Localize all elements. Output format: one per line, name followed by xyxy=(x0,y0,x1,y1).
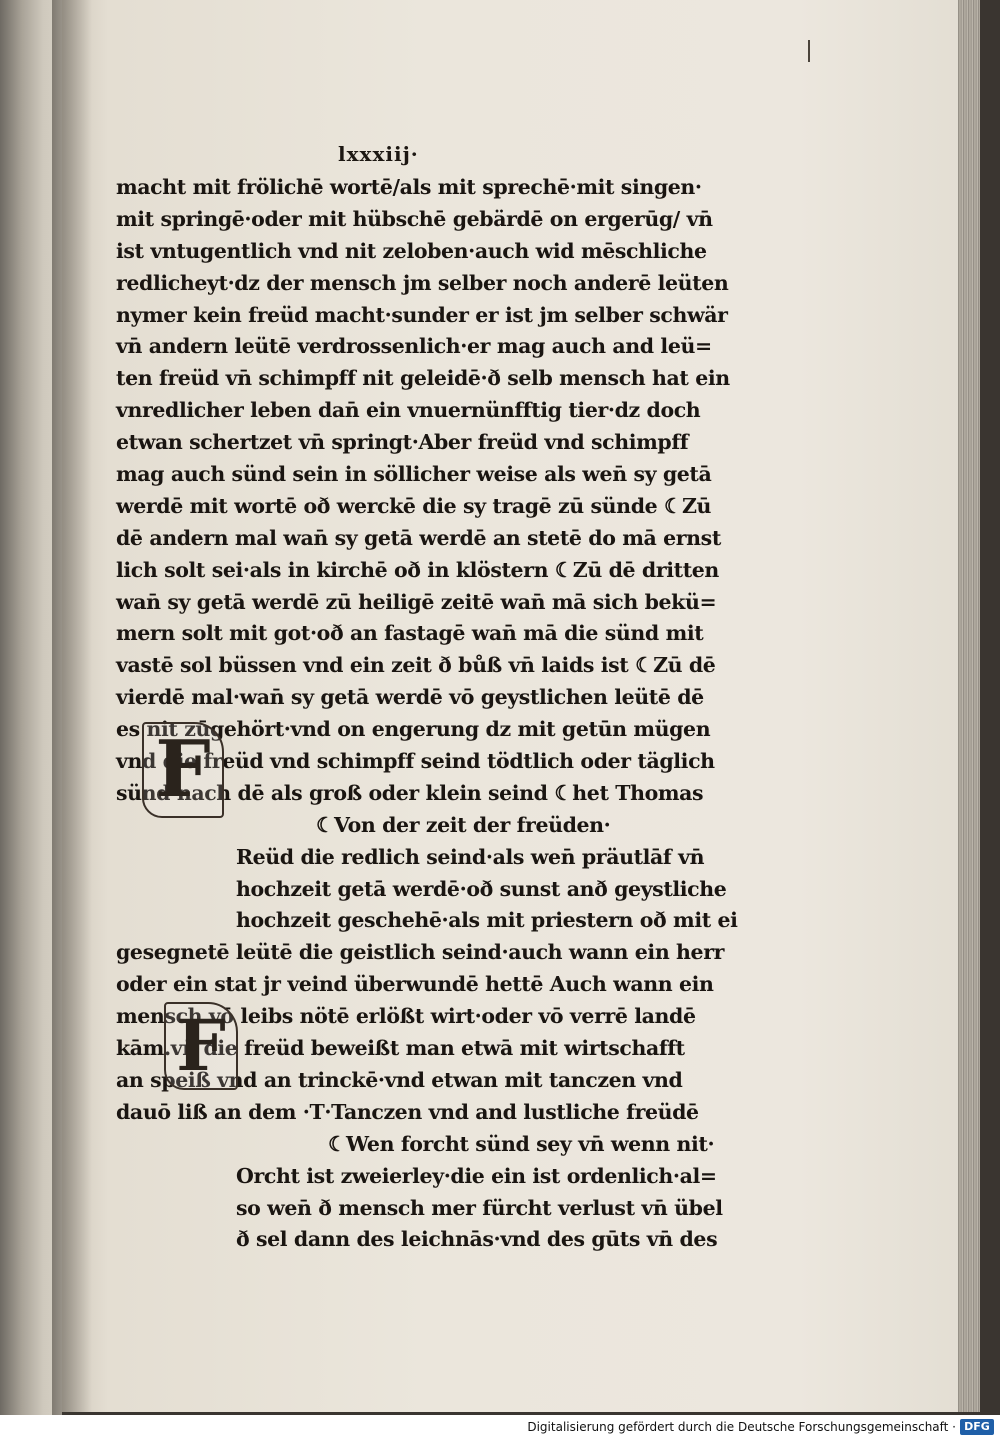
funding-credit: Digitalisierung gefördert durch die Deutsche Forschungsgemeinschaft · xyxy=(527,1420,956,1434)
page-fore-edge xyxy=(958,0,980,1412)
section-heading-2: ☾Wen forcht sünd sey vn̄ wenn nit· xyxy=(328,1131,715,1156)
text-line: ten freüd vn̄ schimpff nit geleidē·ð selb mensch hat ein xyxy=(116,366,730,391)
text-line: mensch vō leibs nötē erlößt wirt·oder vō verrē landē xyxy=(116,1004,696,1029)
text-line: wan̄ sy getā werdē zū heiligē zeitē wan̄ mā sich bekü= xyxy=(116,589,717,614)
decorated-initial-2: F xyxy=(164,1002,238,1090)
text-line: vierdē mal·wan̄ sy getā werdē vō geystlichen leütē dē xyxy=(116,685,704,710)
text-line: sünd nach dē als groß oder klein seind ☾het Thomas xyxy=(116,780,704,805)
text-line: hochzeit getā werdē·oð sunst anð geystliche xyxy=(236,876,727,901)
text-line: redlicheyt·dz der mensch jm selber noch anderē leüten xyxy=(116,270,729,295)
text-line: macht mit frölichē wortē/als mit sprechē·mit singen· xyxy=(116,175,702,199)
decorated-initial-1: F xyxy=(142,722,224,818)
text-line: gesegnetē leütē die geistlich seind·auch wann ein herr xyxy=(116,940,725,965)
text-line: Orcht ist zweierley·die ein ist ordenlich·al= xyxy=(236,1163,717,1188)
text-line: an speiß vnd an trinckē·vnd etwan mit tanczen vnd xyxy=(116,1067,683,1092)
text-line: mit springē·oder mit hübschē gebärdē on ergerūg/ vn̄ xyxy=(116,206,713,231)
text-line: ð sel dann des leichnās·vnd des gūts vn̄ des xyxy=(236,1227,718,1252)
footer-bar xyxy=(0,1415,1000,1440)
paragraph-3 xyxy=(116,1161,723,1257)
text-line: vnd die freüd vnd schimpff seind tödtlich oder täglich xyxy=(116,749,715,774)
dfg-logo: DFG xyxy=(960,1419,994,1435)
page-mark xyxy=(808,40,810,62)
binding-gutter xyxy=(52,0,92,1415)
text-line: dauō liß an dem ·T·Tanczen vnd and lustliche freüdē xyxy=(116,1099,699,1124)
folio-number: lxxxiij· xyxy=(338,142,419,166)
text-line: Reüd die redlich seind·als wen̄ präutlāf vn̄ xyxy=(236,844,705,869)
section-heading-1: ☾Von der zeit der freüden· xyxy=(316,812,611,837)
text-line: so wen̄ ð mensch mer fürcht verlust vn̄ übel xyxy=(236,1195,723,1220)
text-line: mern solt mit got·oð an fastagē wan̄ mā die sünd mit xyxy=(116,621,704,646)
text-line: kām.vn̄ die freüd beweißt man etwā mit wirtschafft xyxy=(116,1036,685,1061)
text-line: lich solt sei·als in kirchē oð in klöstern ☾Zū dē dritten xyxy=(116,557,719,582)
main-text xyxy=(116,172,738,1256)
text-line: nymer kein freüd macht·sunder er ist jm selber schwär xyxy=(116,302,728,327)
text-line: oder ein stat jr veind überwundē hettē Auch wann ein xyxy=(116,972,714,997)
text-line: vastē sol büssen vnd ein zeit ð bůß vn̄ laids ist ☾Zū dē xyxy=(116,653,716,678)
text-line: etwan schertzet vn̄ springt·Aber freüd vnd schimpff xyxy=(116,430,689,455)
text-line: hochzeit geschehē·als mit priestern oð mit ei xyxy=(236,908,738,933)
text-line: mag auch sünd sein in söllicher weise als wen̄ sy getā xyxy=(116,462,712,487)
text-line: werdē mit wortē oð werckē die sy tragē zū sünde ☾Zū xyxy=(116,493,712,518)
text-line: dē andern mal wan̄ sy getā werdē an stetē do mā ernst xyxy=(116,525,721,550)
text-line: ist vntugentlich vnd nit zeloben·auch wid mēschliche xyxy=(116,238,707,263)
paragraph-1 xyxy=(116,172,730,810)
text-line: vnredlicher leben dan̄ ein vnuernünfftig tier·dz doch xyxy=(116,398,701,423)
text-line: es nit zūgehört·vnd on engerung dz mit getūn mügen xyxy=(116,717,711,742)
text-line: vn̄ andern leütē verdrossenlich·er mag auch and leü= xyxy=(116,334,712,359)
